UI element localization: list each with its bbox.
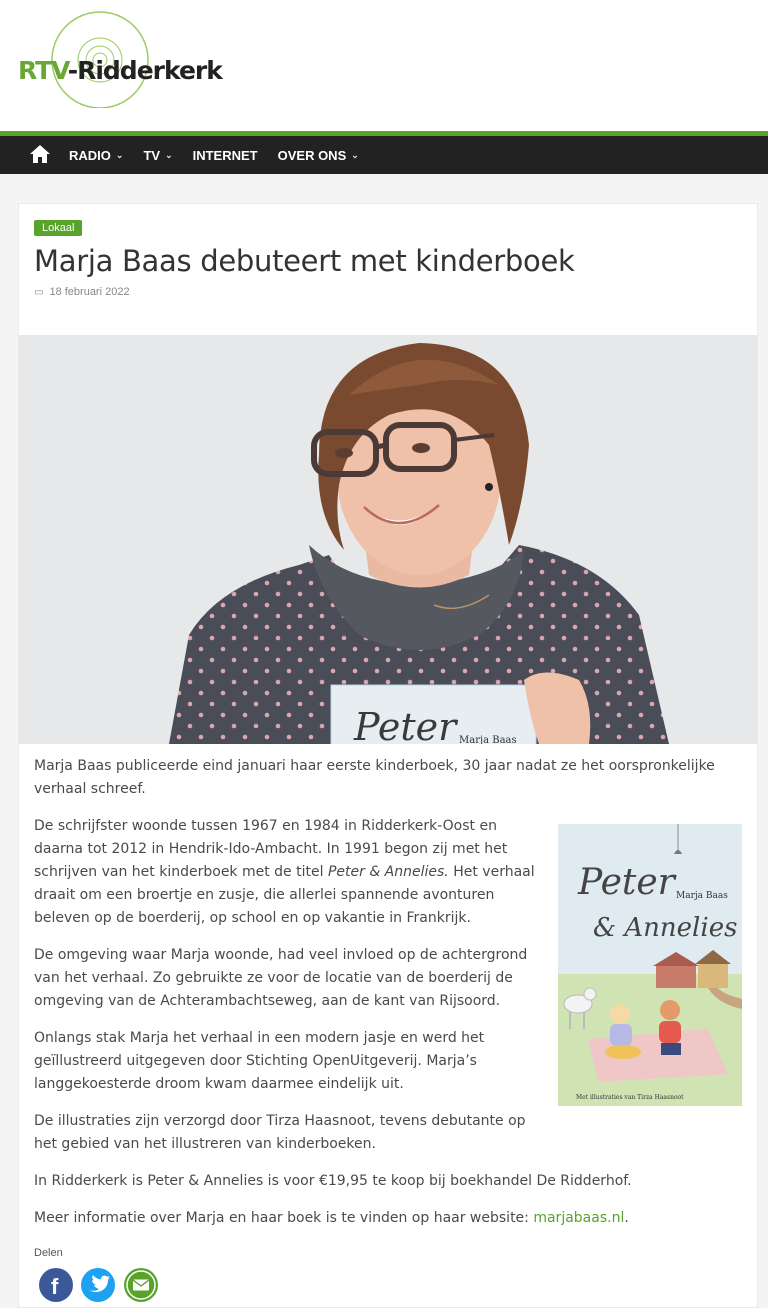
calendar-icon: ▭: [34, 286, 44, 298]
paragraph-illustrations: De illustraties zijn verzorgd door Tirza Haasnoot, tevens debutante op het gebied van het illustreren van kinderboeken.: [34, 1113, 526, 1152]
book-cover-illustration: [558, 824, 742, 1106]
article-date: [34, 286, 130, 298]
book-cover-image: [558, 824, 742, 1106]
home-icon-svg: [29, 144, 51, 164]
website-link[interactable]: marjabaas.nl: [533, 1210, 625, 1226]
twitter-share-button[interactable]: [81, 1268, 115, 1302]
site-logo[interactable]: [18, 10, 222, 108]
paragraph-website-end: .: [624, 1210, 629, 1226]
nav-item-radio-label: RADIO: [69, 147, 111, 163]
facebook-share-button[interactable]: [39, 1268, 73, 1302]
nav-item-internet[interactable]: [193, 148, 258, 163]
paragraph-price: In Ridderkerk is Peter & Annelies is voor €19,95 te koop bij boekhandel De Ridderhof.: [34, 1173, 632, 1189]
facebook-icon: [39, 1268, 73, 1302]
nav-item-over-ons[interactable]: [278, 148, 359, 163]
nav-item-over-ons-label: OVER ONS: [277, 147, 347, 163]
hero-photo: [19, 335, 757, 744]
hero-book-title: Peter: [354, 705, 457, 744]
chevron-down-icon: ⌄: [165, 149, 173, 160]
cover-title-line1: Peter: [578, 862, 675, 903]
svg-text:f: f: [51, 1274, 59, 1299]
category-badge[interactable]: Lokaal: [34, 220, 82, 236]
nav-item-internet-label: INTERNET: [192, 147, 258, 163]
logo-rtv: RTV: [18, 56, 68, 85]
paragraph-intro: Marja Baas publiceerde eind januari haar eerste kinderboek, 30 jaar nadat ze het oorspronkelijke verhaal schreef.: [34, 758, 715, 797]
nav-item-tv[interactable]: [143, 148, 172, 163]
email-share-button[interactable]: [124, 1268, 158, 1302]
book-title-inline: Peter & Annelies.: [327, 864, 449, 880]
hero-book-author: Marja Baas: [459, 735, 517, 744]
chevron-down-icon: ⌄: [115, 149, 124, 160]
paragraph-publish: Onlangs stak Marja het verhaal in een modern jasje en werd het geïllustreerd uitgegeven door Stichting OpenUitgeverij. Marja’s langgekoesterde droom kwam daarmee eindelijk uit.: [34, 1030, 485, 1092]
paragraph-writer-end: Het verhaal draait om een broertje en zusje, die allerlei spannende avonturen beleven op de boerderij, op school en op vakantie in Frankrijk.: [34, 864, 535, 926]
article-date-text[interactable]: 18 februari 2022: [49, 286, 130, 298]
paragraph-writer: [34, 815, 539, 930]
paragraph-website-text: Meer informatie over Marja en haar boek is te vinden op haar website:: [34, 1210, 534, 1226]
chevron-down-icon: ⌄: [351, 149, 359, 160]
article-card: [18, 203, 758, 1308]
paragraph-writer-start: De schrijfster woonde tussen 1967 en 1984 in Ridderkerk-Oost en daarna tot 2012 in Hendrik-Ido-Ambacht. In 1991 begon zij met het schrijven van het kinderboek met de titel: [34, 818, 508, 880]
site-header: [0, 0, 768, 131]
main-navigation: [0, 136, 768, 174]
paragraph-environment: De omgeving waar Marja woonde, had veel invloed op de achtergrond van het verhaal. Zo gebruikte ze voor de locatie van de boerderij de omgeving van de Achterambachtseweg, aan de kant van Rijsoord.: [34, 947, 528, 1009]
share-label: Delen: [34, 1247, 63, 1259]
nav-item-radio[interactable]: [69, 148, 123, 163]
email-icon: [124, 1268, 158, 1302]
cover-author: Marja Baas: [676, 891, 728, 901]
cover-illustrator: Met illustraties van Tirza Haasnoot: [576, 1094, 684, 1101]
nav-item-tv-label: TV: [143, 147, 161, 163]
logo-wordmark: [18, 56, 222, 85]
article-title: Marja Baas debuteert met kinderboek: [34, 244, 575, 278]
author-portrait-illustration: [19, 335, 757, 744]
logo-ridderkerk: -Ridderkerk: [67, 56, 222, 85]
cover-title-line2: & Annelies: [593, 913, 738, 943]
paragraph-website: [34, 1207, 744, 1230]
twitter-icon: [81, 1268, 115, 1302]
home-icon[interactable]: [29, 144, 51, 166]
